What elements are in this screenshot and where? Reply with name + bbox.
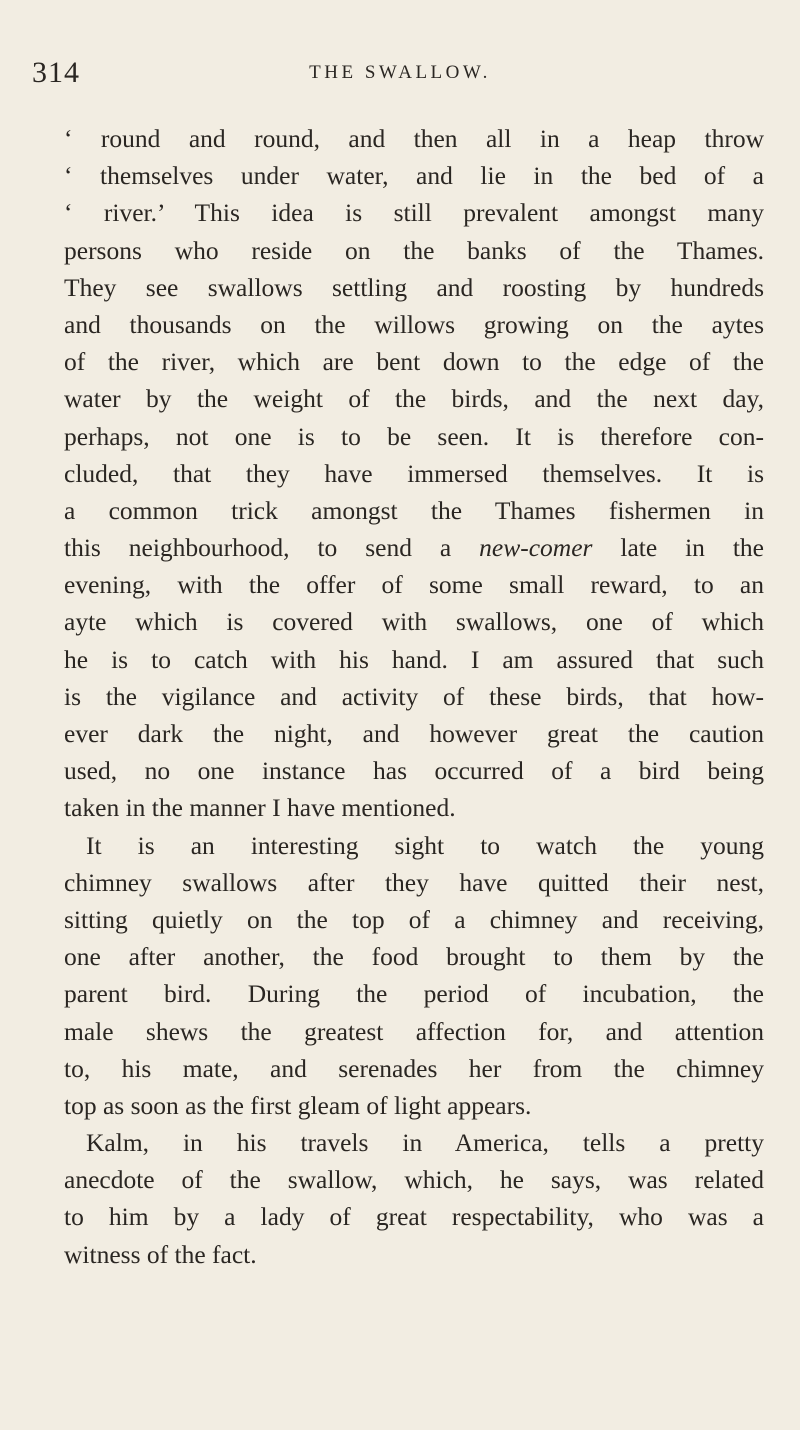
paragraph-3 — [64, 1124, 764, 1273]
running-head: THE SWALLOW. — [309, 62, 491, 83]
text-line: witness of the fact. — [64, 1239, 257, 1269]
text-line: top as soon as the first gleam of light appears. — [64, 1090, 532, 1120]
text-line: persons who reside on the banks of the Thames. — [64, 235, 764, 265]
page-number: 314 — [32, 56, 80, 89]
text-line: a common trick amongst the Thames fishermen in — [64, 495, 764, 525]
text-line: one after another, the food brought to them by the — [64, 942, 764, 972]
text-line: to him by a lady of great respectability, who was a — [64, 1202, 764, 1232]
text-segment: this neighbourhood, to send a — [64, 533, 480, 563]
text-line: chimney swallows after they have quitted their nest, — [64, 867, 764, 897]
text-line: taken in the manner I have mentioned. — [64, 793, 456, 823]
text-line: Kalm, in his travels in America, tells a pretty — [86, 1128, 764, 1158]
text-line: of the river, which are bent down to the edge of the — [64, 347, 764, 377]
text-line: They see swallows settling and roosting by hundreds — [64, 272, 764, 302]
text-line: It is an interesting sight to watch the young — [86, 830, 764, 860]
text-line: ever dark the night, and however great the caution — [64, 719, 764, 748]
text-line: ‘ themselves under water, and lie in the bed of a — [64, 161, 764, 191]
text-line: ‘ round and round, and then all in a heap throw — [64, 124, 764, 153]
text-line-with-italic — [64, 529, 764, 566]
paragraph-1 — [64, 120, 764, 827]
text-line: ‘ river.’ This idea is still prevalent amongst many — [64, 198, 764, 228]
text-line: male shews the greatest affection for, and attention — [64, 1016, 764, 1046]
text-line: perhaps, not one is to be seen. It is therefore con- — [64, 421, 764, 451]
text-segment: late in the — [592, 533, 765, 563]
text-line: cluded, that they have immersed themselves. It is — [64, 458, 764, 488]
text-line: evening, with the offer of some small reward, to an — [64, 570, 764, 600]
text-line: parent bird. During the period of incubation, the — [64, 979, 764, 1009]
italic-term: new-comer — [479, 533, 593, 563]
text-line: anecdote of the swallow, which, he says, was related — [64, 1165, 764, 1195]
paragraph-2 — [64, 827, 764, 1125]
text-line: is the vigilance and activity of these birds, that how- — [64, 681, 764, 711]
text-line: used, no one instance has occurred of a bird being — [64, 756, 764, 786]
text-line: water by the weight of the birds, and the next day, — [64, 384, 764, 414]
page-header — [32, 56, 768, 96]
text-line: to, his mate, and serenades her from the chimney — [64, 1053, 764, 1083]
text-line: sitting quietly on the top of a chimney and receiving, — [64, 904, 764, 934]
text-line: and thousands on the willows growing on the aytes — [64, 309, 764, 339]
text-line: he is to catch with his hand. I am assured that such — [64, 644, 764, 674]
text-line: ayte which is covered with swallows, one of which — [64, 607, 764, 637]
body-text — [64, 120, 764, 1273]
